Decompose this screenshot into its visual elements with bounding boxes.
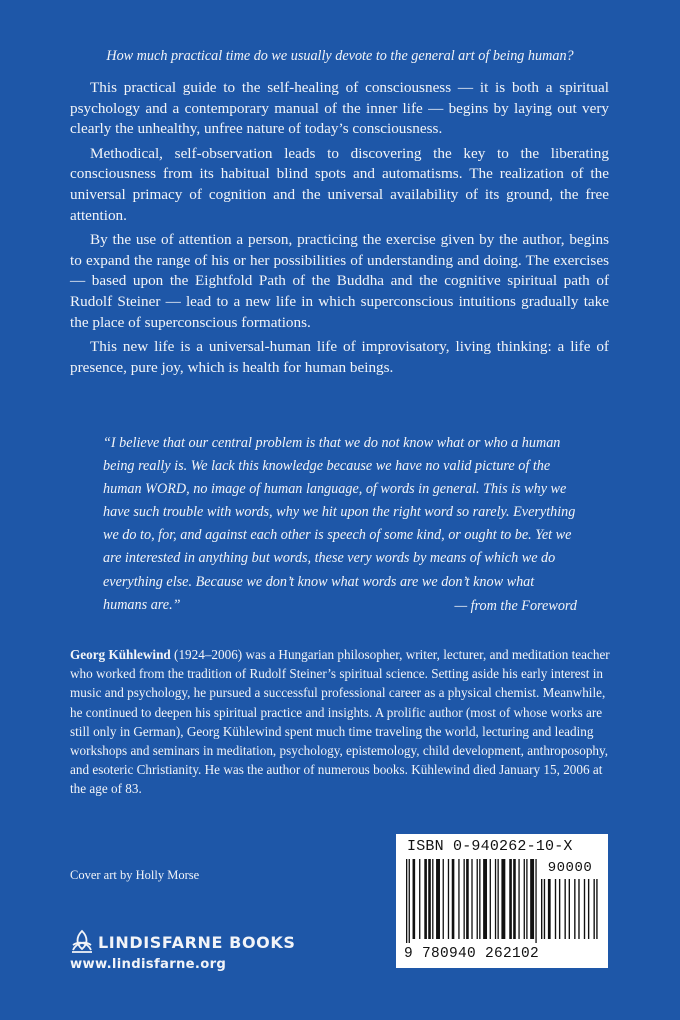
barcode-bar [483,859,487,939]
barcode-bar [406,859,407,943]
author-name: Georg Kühlewind [70,647,171,662]
barcode-bar [413,859,416,939]
description-paragraph: This new life is a universal-human life of improvisatory, living thinking: a life of presence, pure joy, which is health for human beings. [70,338,609,376]
barcode-bar [596,879,597,939]
barcode-bar [555,879,556,939]
barcode-bar [448,859,449,939]
barcode-bar [409,859,410,943]
bio-text: (1924–2006) was a Hungarian philosopher, writer, lecturer, and meditation teacher who worked from the tradition of Rudolf Steiner’s spiritual science. Setting aside his early interest in music and psychology, he pursued a successful professional career as a physical chemist. Meanwhile, he continued to deepen his spiritual practice and insights. A prolific author (most of whose works are still only in German), Georg Kühlewind spent much time traveling the world, lecturing and leading workshops and seminars in meditation, psychology, epistemology, child development, anthroposophy, and esoteric Christianity. He was the author of numerous books. Kühlewind died January 15, 2006 at the age of 83. [70,647,610,797]
barcode-bar [466,859,469,939]
barcode-bar [513,859,516,939]
barcode-bar [544,879,545,939]
barcode-bar [443,859,444,939]
author-bio [70,645,610,799]
barcode-bar [458,859,459,939]
isbn-label: ISBN 0-940262-10-X [407,838,573,855]
barcode-bar [495,859,496,939]
triquetra-icon [70,929,94,955]
ean-number: 9 780940 262102 [404,946,540,962]
description-paragraph: Methodical, self-observation leads to discovering the key to the liberating consciousness from its habitual blind spots and automatisms. The realization of the universal primacy of cognition and the universal availability of its ground, the free attention. [70,144,609,224]
barcode-bar [490,859,491,939]
barcode-bar [432,859,433,939]
foreword-quote [103,432,577,617]
price-code: 90000 [547,860,593,876]
publisher-logo [70,927,296,957]
publisher-url: www.lindisfarne.org [70,957,227,972]
barcode-bar [497,859,498,939]
barcode-bar [471,859,472,939]
barcode-bar [509,859,512,939]
addon-barcode-bars [541,879,599,943]
barcode-bar [428,859,431,939]
barcode-bar [593,879,594,939]
book-description [70,78,609,382]
barcode-bar [501,859,505,939]
quote-text: “I believe that our central problem is that we do not know what or who a human being really is. We lack this knowledge because we have no valid picture of the human WORD, no image of human language, of words in general. This is why we have such trouble with words, why we hit upon the right word so rarely. Everything we do to, for, and against each other is speech of some kind, or ought to be. Yet we are interested in anything but words, these very words by means of which we do everything else. Because we don’t know what words are we don’t know what humans are.” [103,435,576,613]
isbn-barcode [396,834,608,968]
barcode-bar [535,859,536,943]
tagline: How much practical time do we usually devote to the general art of being human? [106,48,574,64]
barcode-bar [569,879,570,939]
cover-art-credit: Cover art by Holly Morse [70,868,200,882]
bio-paragraph [70,645,610,799]
barcode-bar [559,879,560,939]
barcode-bar [530,859,534,939]
publisher-name: LINDISFARNE BOOKS [98,932,296,952]
barcode-bar [541,879,542,939]
barcode-bar [584,879,585,939]
barcode-bar [464,859,465,939]
barcode-bar [578,879,579,939]
barcode-bar [477,859,478,939]
barcode-bar [588,879,589,939]
barcode-bar [479,859,480,939]
quote-attribution: — from the Foreword [454,598,577,614]
barcode-bar [574,879,575,939]
barcode-bar [452,859,455,939]
barcode-bar [526,859,527,939]
barcode-bar [436,859,440,939]
description-paragraph: This practical guide to the self-healing of consciousness — it is both a spiritual psychology and a contemporary manual of the inner life — begins by laying out very clearly the unhealthy, unfree nature of today’s consciousness. [70,79,609,138]
barcode-bar [424,859,427,939]
barcode-bar [564,879,565,939]
description-paragraph: By the use of attention a person, practicing the exercise given by the author, begins to expand the range of his or her possibilities of understanding and doing. The exercises — based upon the Eightfold Path of the Buddha and the cognitive spiritual path of Rudolf Steiner — lead to a new life in which superconscious intuitions gradually take the place of superconscious formations. [70,231,609,331]
barcode-bar [524,859,525,939]
barcode-bar [518,859,519,939]
ean-barcode-bars [406,859,538,945]
barcode-bar [419,859,420,939]
barcode-bar [548,879,551,939]
